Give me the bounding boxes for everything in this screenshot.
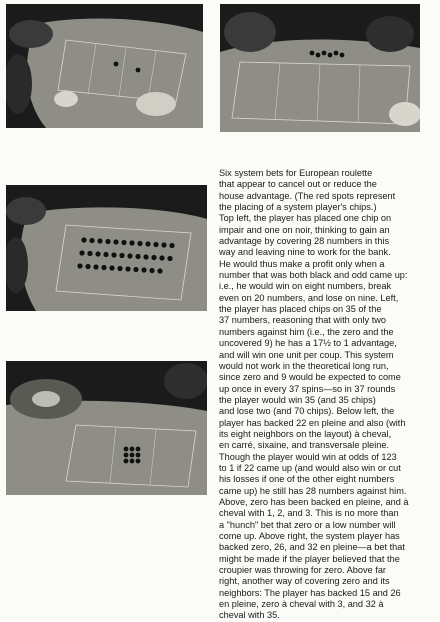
chip xyxy=(117,266,122,271)
chip xyxy=(143,254,148,259)
chip xyxy=(79,250,84,255)
chip xyxy=(141,267,146,272)
photo-roulette-table-bottom-left xyxy=(6,361,207,495)
chip xyxy=(113,239,118,244)
chip xyxy=(89,238,94,243)
chip xyxy=(97,238,102,243)
chip xyxy=(167,256,172,261)
photo-roulette-table-top-right xyxy=(220,4,420,132)
chip xyxy=(81,237,86,242)
chip xyxy=(95,251,100,256)
chip xyxy=(145,241,150,246)
chip xyxy=(149,268,154,273)
chip xyxy=(125,266,130,271)
photo-roulette-table-middle-left xyxy=(6,185,207,311)
chip xyxy=(85,264,90,269)
chip xyxy=(127,253,132,258)
chip xyxy=(101,265,106,270)
chip xyxy=(159,255,164,260)
chip xyxy=(169,243,174,248)
chip xyxy=(87,251,92,256)
chip xyxy=(161,242,166,247)
chip xyxy=(137,241,142,246)
chip xyxy=(151,255,156,260)
chip xyxy=(157,268,162,273)
chip xyxy=(77,263,82,268)
chip xyxy=(103,252,108,257)
chip xyxy=(135,254,140,259)
chip xyxy=(105,239,110,244)
chip xyxy=(121,240,126,245)
chip xyxy=(153,242,158,247)
photo-caption: Six system bets for European roulette that appear to cancel out or reduce the house advantage. (The red spots represent the placing of a system player's chips.) Top left, the player has placed one chip on impair and one on noir, thinking to gain an advantage by covering 28 numbers in this way and leaving nine to work for the bank. He would thus make a profit only when a number that was both black and odd came up: i.e., he would win on eight numbers, break even on 20 numbers, and lose on nine. Left, the player has placed chips on 35 of the 37 numbers, reasoning that with only two numbers against him (i.e., the zero and the uncovered 9) he has a 17½ to 1 advantage, and will win one unit per coup. This system would not work in the theoretical long run, since zero and 9 would be expected to come up once in every 37 spins—so in 37 rounds the player would win 35 (and 35 chips) and lose two (and 70 chips). Below left, the player has backed 22 en pleine and also (with its eight neighbors on the layout) à cheval, en carré, sixaine, and transversale pleine. Though the player would win at odds of 123 to 1 if 22 came up (and would also win or cut his losses if one of the other eight numbers came up) he still has 28 numbers against him. Above, zero has been backed en pleine, and à cheval with 1, 2, and 3. This is no more than a "hunch" bet that zero or a low number will come up. Above right, the system player has backed zero, 26, and 32 en pleine—a bet that might be made if the player believed that the croupier was throwing for zero. Above far right, another way of covering zero and its neighbors: The player has backed 15 and 26 en pleine, zero à cheval with 3, and 32 à cheval with 35. xyxy=(219,168,409,621)
chip xyxy=(93,264,98,269)
chip xyxy=(119,253,124,258)
chip xyxy=(129,240,134,245)
photo-roulette-table-top-left xyxy=(6,4,203,128)
chip xyxy=(111,252,116,257)
chip xyxy=(109,265,114,270)
chip xyxy=(133,267,138,272)
